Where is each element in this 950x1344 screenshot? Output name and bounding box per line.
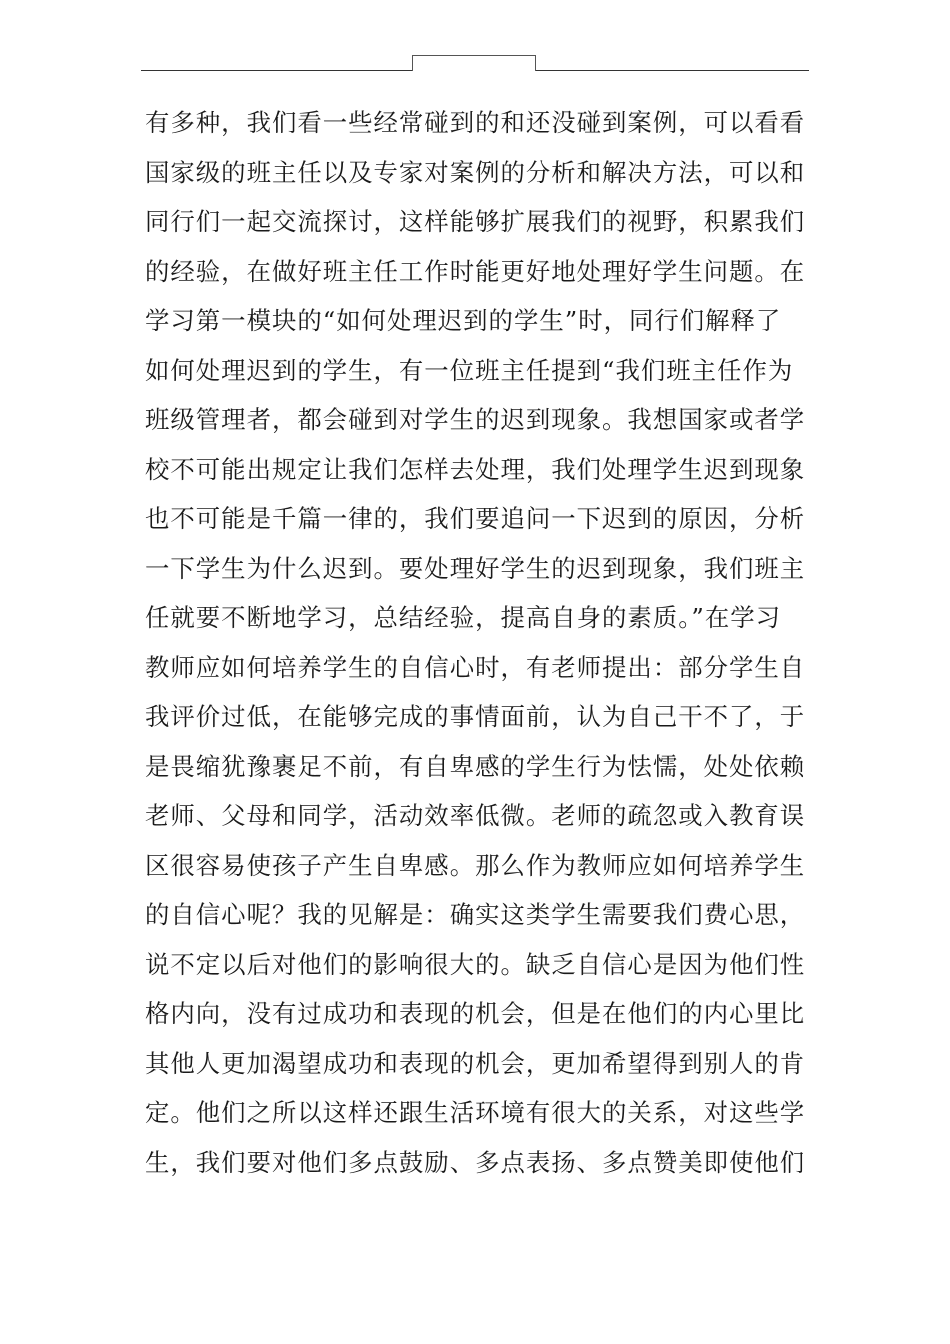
text-line: 有多种，我们看一些经常碰到的和还没碰到案例，可以看看 (145, 108, 806, 137)
text-line: 也不可能是千篇一律的，我们要追问一下迟到的原因，分析 (145, 504, 806, 533)
text-line: 生，我们要对他们多点鼓励、多点表扬、多点赞美即使他们 (145, 1147, 806, 1177)
text-line: 任就要不断地学习，总结经验，提高自身的素质。”在学习 (145, 603, 782, 632)
text-line: 格内向，没有过成功和表现的机会，但是在他们的内心里比 (145, 999, 806, 1028)
text-line: 老师、父母和同学，活动效率低微。老师的疏忽或入教育误 (145, 801, 806, 830)
text-line: 是畏缩犹豫裹足不前，有自卑感的学生行为怯懦，处处依赖 (145, 751, 806, 781)
text-line: 我评价过低，在能够完成的事情面前，认为自己干不了，于 (145, 702, 806, 731)
text-line: 如何处理迟到的学生，有一位班主任提到“我们班主任作为 (145, 355, 794, 385)
text-line: 校不可能出规定让我们怎样去处理，我们处理学生迟到现象 (145, 454, 806, 484)
body-text (145, 98, 809, 1187)
text-line: 区很容易使孩子产生自卑感。那么作为教师应如何培养学生 (145, 850, 806, 880)
text-line: 其他人更加渴望成功和表现的机会，更加希望得到别人的肯 (145, 1048, 806, 1078)
text-line: 国家级的班主任以及专家对案例的分析和解决方法，可以和 (145, 157, 806, 187)
text-line: 班级管理者，都会碰到对学生的迟到现象。我想国家或者学 (145, 405, 806, 434)
text-line: 一下学生为什么迟到。要处理好学生的迟到现象，我们班主 (145, 553, 806, 583)
text-line: 教师应如何培养学生的自信心时，有老师提出：部分学生自 (145, 652, 806, 682)
text-line: 说不定以后对他们的影响很大的。缺乏自信心是因为他们性 (145, 949, 806, 979)
text-line: 的经验，在做好班主任工作时能更好地处理好学生问题。在 (145, 256, 806, 286)
text-line: 同行们一起交流探讨，这样能够扩展我们的视野，积累我们 (145, 207, 806, 236)
text-line: 的自信心呢？我的见解是：确实这类学生需要我们费心思， (145, 900, 806, 929)
header-tab (412, 55, 536, 71)
text-line: 学习第一模块的“如何处理迟到的学生”时，同行们解释了 (145, 306, 782, 335)
text-line: 定。他们之所以这样还跟生活环境有很大的关系，对这些学 (145, 1098, 806, 1127)
